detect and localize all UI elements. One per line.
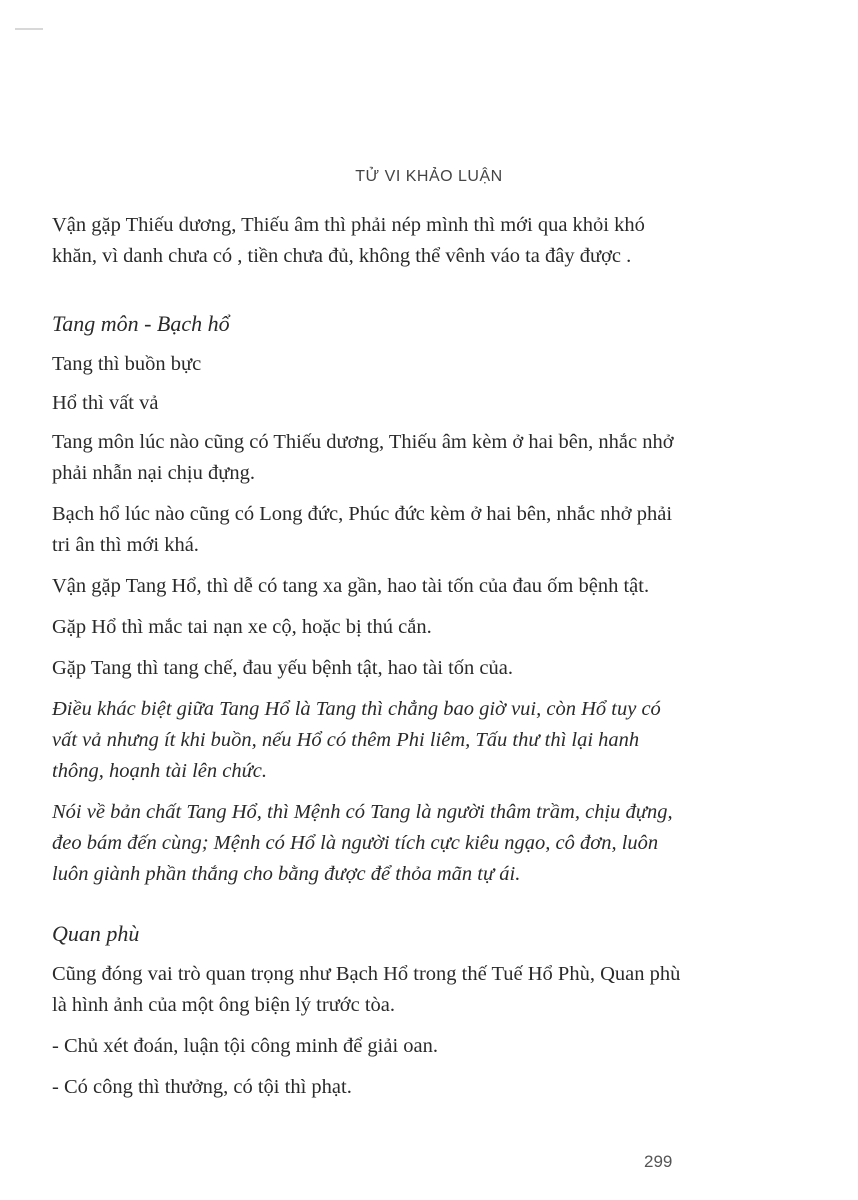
paragraph-line: Tang thì buồn bực — [52, 353, 202, 375]
paragraph-line: Hổ thì vất vả — [52, 392, 159, 414]
page-body — [52, 210, 682, 1113]
section-heading-quan-phu: Quan phù — [52, 921, 140, 946]
paragraph: Cũng đóng vai trò quan trọng như Bạch Hổ trong thế Tuế Hổ Phù, Quan phù là hình ảnh của một ông biện lý trước tòa. — [52, 963, 681, 1016]
scan-edge-mark — [15, 28, 43, 30]
italic-paragraph: Nói về bản chất Tang Hổ, thì Mệnh có Tang là người thâm trầm, chịu đựng, đeo bám đến cùng; Mệnh có Hổ là người tích cực kiêu ngạo, cô đơn, luôn luôn giành phần thắng cho bằng được để thỏa mãn tự ái. — [52, 801, 673, 885]
paragraph: Tang môn lúc nào cũng có Thiếu dương, Thiếu âm kèm ở hai bên, nhắc nhở phải nhẫn nại chịu đựng. — [52, 431, 674, 484]
paragraph: Gặp Tang thì tang chế, đau yếu bệnh tật, hao tài tốn của. — [52, 657, 513, 679]
paragraph: Bạch hổ lúc nào cũng có Long đức, Phúc đức kèm ở hai bên, nhắc nhở phải tri ân thì mới khá. — [52, 503, 673, 556]
paragraph: Gặp Hổ thì mắc tai nạn xe cộ, hoặc bị thú cắn. — [52, 616, 432, 638]
italic-paragraph: Điều khác biệt giữa Tang Hổ là Tang thì chẳng bao giờ vui, còn Hổ tuy có vất vả nhưng ít khi buồn, nếu Hổ có thêm Phi liêm, Tấu thư thì lại hanh thông, hoạnh tài lên chức. — [52, 698, 661, 782]
paragraph-intro: Vận gặp Thiếu dương, Thiếu âm thì phải nép mình thì mới qua khỏi khó khăn, vì danh chưa có , tiền chưa đủ, không thể vênh váo ta đây được . — [52, 214, 645, 267]
bullet-item: - Chủ xét đoán, luận tội công minh để giải oan. — [52, 1035, 439, 1057]
page-number: 299 — [644, 1152, 673, 1171]
paragraph: Vận gặp Tang Hổ, thì dễ có tang xa gần, hao tài tốn của đau ốm bệnh tật. — [52, 575, 650, 597]
section-heading-tang-mon-bach-ho: Tang môn - Bạch hổ — [52, 311, 230, 336]
running-header: TỬ VI KHẢO LUẬN — [355, 168, 503, 185]
bullet-item: - Có công thì thưởng, có tội thì phạt. — [52, 1076, 352, 1098]
